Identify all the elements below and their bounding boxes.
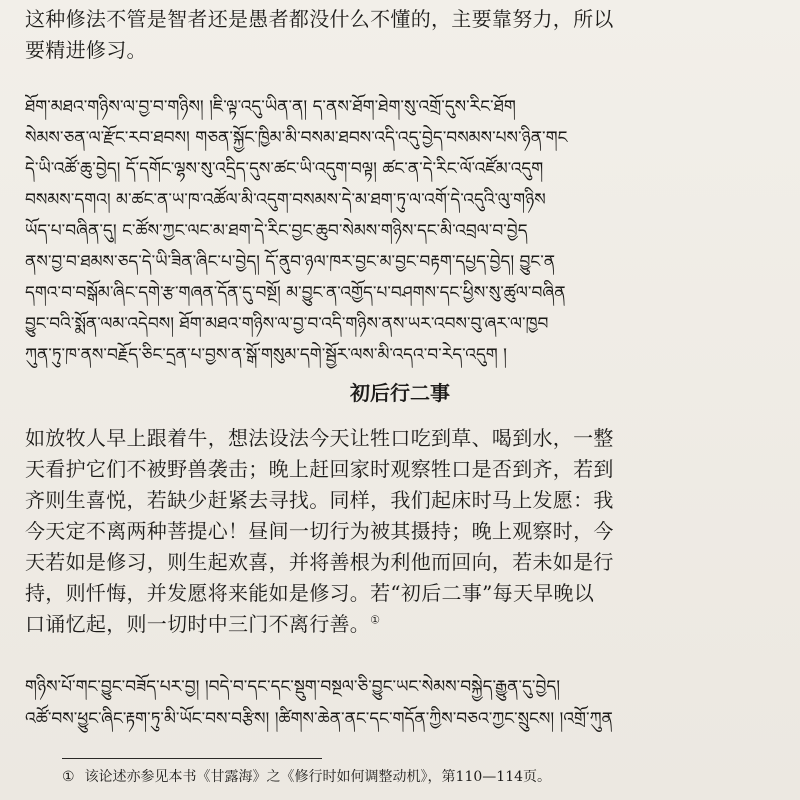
tibetan-line-2: སེམས་ཅན་ལ་རྫོང་རབ་ཐབས། གཅན་སྐྱོང་ཁྱིམ་མི་བསམ་ཐབས་འདི་འདུ་བྱེད་བསམས་པས་ཉིན་གང xyxy=(25,128,568,148)
tibetan-lower-line-2: འཚོ་བས་ཕྱུང་ཞིང་རྟག་ཏུ་མི་ཡོང་བས་བརྩིས། །ཚིགས་ཆེན་ནང་དང་གདོན་ཀྱིས་བཅའ་ཀྱང་སྲུངས། །འགྲོ་ཀུན xyxy=(25,709,613,729)
tibetan-line-5: ཡོད་པ་བཞིན་དུ། ང་ཚོས་ཀྱང་ལང་མ་ཐག་དེ་རིང་བྱང་ཆུབ་སེམས་གཉིས་དང་མི་འབྲལ་བ་བྱེད xyxy=(25,221,528,241)
section-heading: 初后行二事 xyxy=(350,381,450,405)
tibetan-line-9: ཀུན་ཏུ་ཁ་ནས་བརྗོད་ཅིང་དྲན་པ་བྱས་ན་སྒོ་གསུམ་དགེ་སྦྱོར་ལས་མི་འདའ་བ་རེད་འདུག ། xyxy=(25,345,507,365)
tibetan-line-8: བྱུང་བའི་སྨོན་ལམ་འདེབས། ཐོག་མཐའ་གཉིས་ལ་བྱ་བ་འདི་གཉིས་ནས་ཡར་འབས་བུ་ཞར་ལ་ཁྱབ xyxy=(25,314,549,334)
tibetan-line-4: བསམས་དགའ། མ་ཚང་ན་ཡ་ཁ་འཚོལ་མི་འདུག་བསམས་དེ་མ་ཐག་ཏུ་ལ་འགོ་དེ་འདུའི་ལུ་གཉིས xyxy=(25,190,546,210)
chinese-line-2: 天看护它们不被野兽袭击；晚上赶回家时观察牲口是否到齐，若到 xyxy=(25,457,614,481)
footnote-text: 该论述亦参见本书《甘露海》之《修行时如何调整动机》，第110—114页。 xyxy=(84,769,552,785)
chinese-line-7-text: 口诵忆起，则一切时中三门不离行善。 xyxy=(25,612,371,636)
chinese-line-6: 持，则忏悔，并发愿将来能如是修习。若“初后二事”每天早晚以 xyxy=(25,581,595,605)
footnote-divider xyxy=(62,758,322,759)
tibetan-line-3: དེ་ཡི་འཚོ་ཆུ་བྱེད། དོ་དགོང་ལྷས་སུ་འདྲིད་དུས་ཚང་ཡི་འདུག་བལྟ། ཚང་ན་དེ་རིང་ལོ་འཛོམ་འདུག xyxy=(25,159,544,179)
chinese-line-3: 齐则生喜悦，若缺少赶紧去寻找。同样，我们起床时马上发愿：我 xyxy=(25,488,614,512)
chinese-line-7 xyxy=(25,609,785,640)
tibetan-line-7: དགའ་བ་བསྒོམ་ཞིང་དགེ་རྩ་གཞན་དོན་དུ་བསྔོ། མ་བྱུང་ན་འགྱོད་པ་བཤགས་དང་ཕྱིས་སུ་ཚུལ་བཞིན xyxy=(25,283,566,303)
chinese-line-1: 如放牧人早上跟着牛，想法设法今天让牲口吃到草、喝到水，一整 xyxy=(25,426,614,450)
chinese-line-top-2: 要精进修习。 xyxy=(25,38,147,62)
tibetan-line-6: ནས་བྱ་བ་ཐམས་ཅད་དེ་ཡི་ཟིན་ཞིང་པ་བྱེད། དོ་ནུབ་ཉལ་ཁར་བྱང་མ་བྱང་བརྟག་དཔྱད་བྱེད། བྱུང་ན xyxy=(25,252,556,272)
chinese-line-5: 天若如是修习，则生起欢喜，并将善根为利他而回向，若未如是行 xyxy=(25,550,614,574)
footnote-reference-marker: ① xyxy=(370,613,381,627)
footnote xyxy=(62,766,551,788)
footnote-number: ① xyxy=(62,769,75,785)
chinese-line-top-1: 这种修法不管是智者还是愚者都没什么不懂的，主要靠努力，所以 xyxy=(25,7,614,31)
chinese-line-4: 今天定不离两种菩提心！昼间一切行为被其摄持；晚上观察时，今 xyxy=(25,519,614,543)
tibetan-lower-line-1: གཉིས་པོ་གང་བྱུང་བཟོད་པར་བྱ། །བདེ་བ་དང་དང་སྡུག་བསྔལ་ཅི་བྱུང་ཡང་སེམས་བསྐྱེད་རྒྱུན་དུ་བྱེད། xyxy=(25,677,560,697)
tibetan-line-1: ཐོག་མཐའ་གཉིས་ལ་བྱ་བ་གཉིས། །ཇི་ལྟ་འདུ་ཡིན་ན། ད་ནས་ཐོག་ཐེག་སུ་འགྲོ་དུས་རིང་ཐོག xyxy=(25,97,516,117)
